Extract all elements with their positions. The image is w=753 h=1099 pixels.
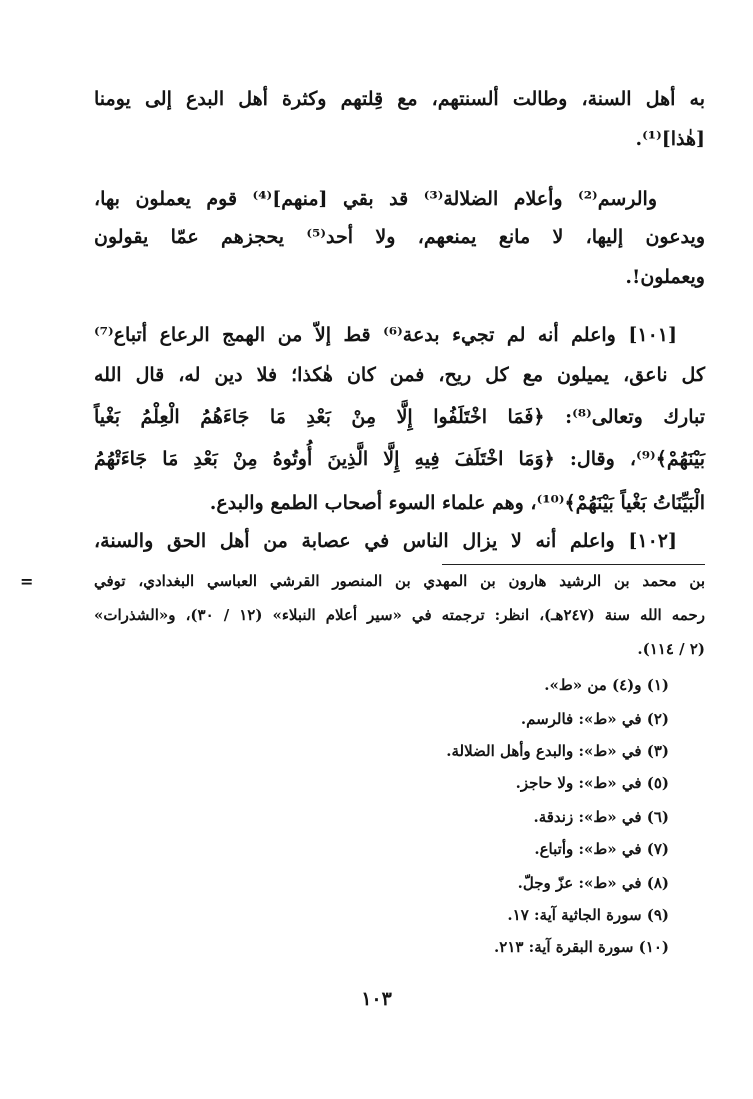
footnote-10: (١٠) سورة البقرة آية: ٢١٣. bbox=[494, 938, 669, 956]
body-line-6: [١٠١] واعلم أنه لم تجيء بدعة⁽⁶⁾ قط إلاّ من الهمج الرعاع أتباع⁽⁷⁾ bbox=[94, 324, 677, 346]
footnote-5: (٥) في «ط»: ولا حاجز. bbox=[515, 774, 669, 792]
body-line-9: بَيْنَهُمْ﴾⁽⁹⁾، وقال: ﴿وَمَا اخْتَلَفَ فِيهِ إِلَّا الَّذِينَ أُوتُوهُ مِنْ بَعْدِ مَا جَاءَتْهُمُ bbox=[94, 448, 705, 470]
body-line-11: [١٠٢] واعلم أنه لا يزال الناس في عصابة من أهل الحق والسنة، bbox=[94, 530, 677, 552]
footnote-3: (٣) في «ط»: والبدع وأهل الضلالة. bbox=[446, 742, 669, 760]
body-line-7: كل ناعق، يميلون مع كل ريح، فمن كان هٰكذا؛ فلا دين له، قال الله bbox=[94, 364, 705, 386]
footnote-9: (٩) سورة الجاثية آية: ١٧. bbox=[507, 906, 669, 924]
body-line-1: به أهل السنة، وطالت ألسنتهم، مع قِلتهم وكثرة أهل البدع إلى يومنا bbox=[94, 88, 705, 110]
footnote-continuation-line-3: (٢ / ١١٤). bbox=[637, 640, 705, 658]
footnote-separator bbox=[442, 564, 705, 565]
footnote-6: (٦) في «ط»: زندقة. bbox=[533, 808, 669, 826]
footnote-8: (٨) في «ط»: عزّ وجلّ. bbox=[517, 874, 669, 892]
body-line-2: [هٰذا]⁽¹⁾. bbox=[635, 128, 705, 150]
footnote-continuation-mark: = bbox=[20, 572, 34, 591]
body-line-3: والرسم⁽²⁾ وأعلام الضلالة⁽³⁾ قد بقي [منهم]⁽⁴⁾ قوم يعملون بها، bbox=[94, 188, 657, 210]
page-number: ١٠٣ bbox=[361, 988, 392, 1010]
footnote-1-4: (١) و(٤) من «ط». bbox=[544, 676, 669, 694]
footnote-7: (٧) في «ط»: وأتباع. bbox=[534, 840, 669, 858]
footnote-continuation-line-2: رحمه الله سنة (٢٤٧هـ)، انظر: ترجمته في «سير أعلام النبلاء» (١٢ / ٣٠)، و«الشذرات» bbox=[94, 606, 705, 624]
body-line-10: الْبَيِّنَاتُ بَغْياً بَيْنَهُمْ﴾⁽¹⁰⁾، وهم علماء السوء أصحاب الطمع والبدع. bbox=[209, 492, 705, 514]
footnote-continuation-line-1: بن محمد بن الرشيد هارون بن المهدي بن المنصور القرشي العباسي البغدادي، توفي bbox=[94, 572, 705, 590]
body-line-5: ويعملون!. bbox=[625, 266, 705, 288]
body-line-4: ويدعون إليها، لا مانع يمنعهم، ولا أحد⁽⁵⁾ يحجزهم عمّا يقولون bbox=[94, 226, 705, 248]
footnote-2: (٢) في «ط»: فالرسم. bbox=[520, 710, 669, 728]
body-line-8: تبارك وتعالى⁽⁸⁾: ﴿فَمَا اخْتَلَفُوا إِلَّا مِنْ بَعْدِ مَا جَاءَهُمُ الْعِلْمُ بَغْياً bbox=[94, 406, 706, 428]
